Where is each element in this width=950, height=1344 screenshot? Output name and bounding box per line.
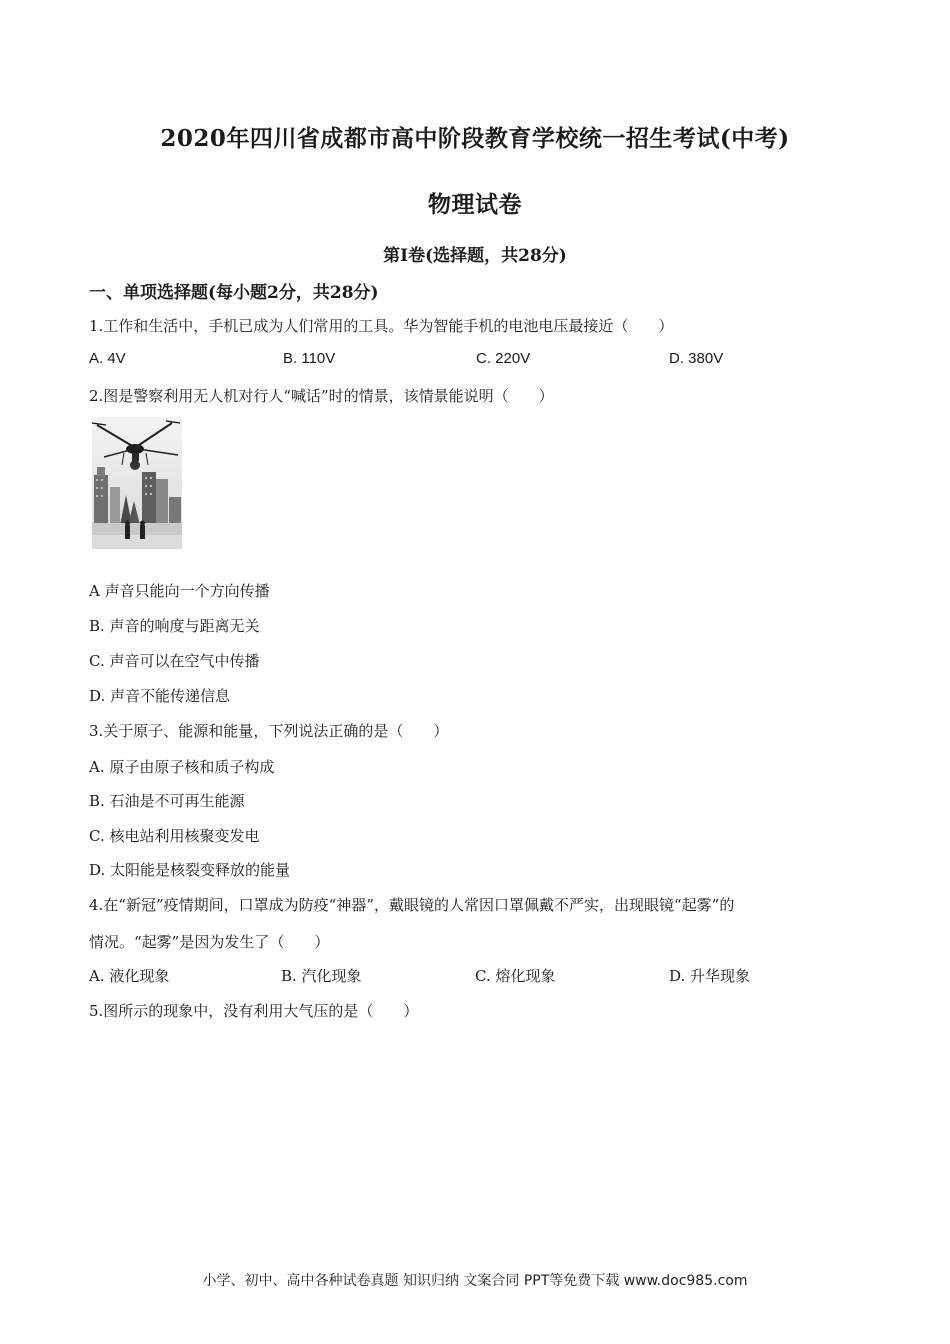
q2-option-a: A 声音只能向一个方向传播 [89, 582, 270, 600]
question-4-stem-line2: 情况。“起雾”是因为发生了（ ） [89, 933, 330, 951]
q2-option-b: B. 声音的响度与距离无关 [89, 617, 260, 635]
drone-police-photo [92, 417, 182, 549]
q4-option-d: D. 升华现象 [669, 967, 751, 985]
q3-option-a: A. 原子由原子核和质子构成 [89, 758, 275, 776]
question-3-stem: 3.关于原子、能源和能量，下列说法正确的是（ ） [89, 722, 449, 740]
exam-title: 2020年四川省成都市高中阶段教育学校统一招生考试(中考) [160, 125, 790, 152]
q3-option-c: C. 核电站利用核聚变发电 [89, 827, 260, 845]
q1-option-b: B. 110V [283, 350, 336, 367]
q3-option-d: D. 太阳能是核裂变释放的能量 [89, 861, 291, 879]
question-1-stem: 1.工作和生活中，手机已成为人们常用的工具。华为智能手机的电池电压最接近（ ） [89, 317, 674, 335]
q4-option-c: C. 熔化现象 [475, 967, 556, 985]
q1-option-d: D. 380V [669, 350, 724, 367]
q2-option-c: C. 声音可以在空气中传播 [89, 652, 260, 670]
part-heading: 第I卷(选择题，共28分) [383, 246, 567, 266]
q1-option-c: C. 220V [476, 350, 531, 367]
q4-option-b: B. 汽化现象 [281, 967, 362, 985]
page-footer: 小学、初中、高中各种试卷真题 知识归纳 文案合同 PPT等免费下载 www.doc985.com [202, 1273, 748, 1289]
question-5-stem: 5.图所示的现象中，没有利用大气压的是（ ） [89, 1002, 419, 1020]
q3-option-b: B. 石油是不可再生能源 [89, 792, 245, 810]
exam-subtitle: 物理试卷 [428, 191, 522, 218]
q1-option-a: A. 4V [89, 350, 126, 367]
q4-option-a: A. 液化现象 [89, 967, 170, 985]
section-heading: 一、单项选择题(每小题2分，共28分) [89, 283, 379, 303]
q2-option-d: D. 声音不能传递信息 [89, 687, 231, 705]
question-4-stem-line1: 4.在“新冠”疫情期间，口罩成为防疫“神器”，戴眼镜的人常因口罩佩戴不严实，出现眼镜“起雾”的 [89, 896, 735, 914]
question-2-stem: 2.图是警察利用无人机对行人“喊话”时的情景，该情景能说明（ ） [89, 387, 554, 405]
